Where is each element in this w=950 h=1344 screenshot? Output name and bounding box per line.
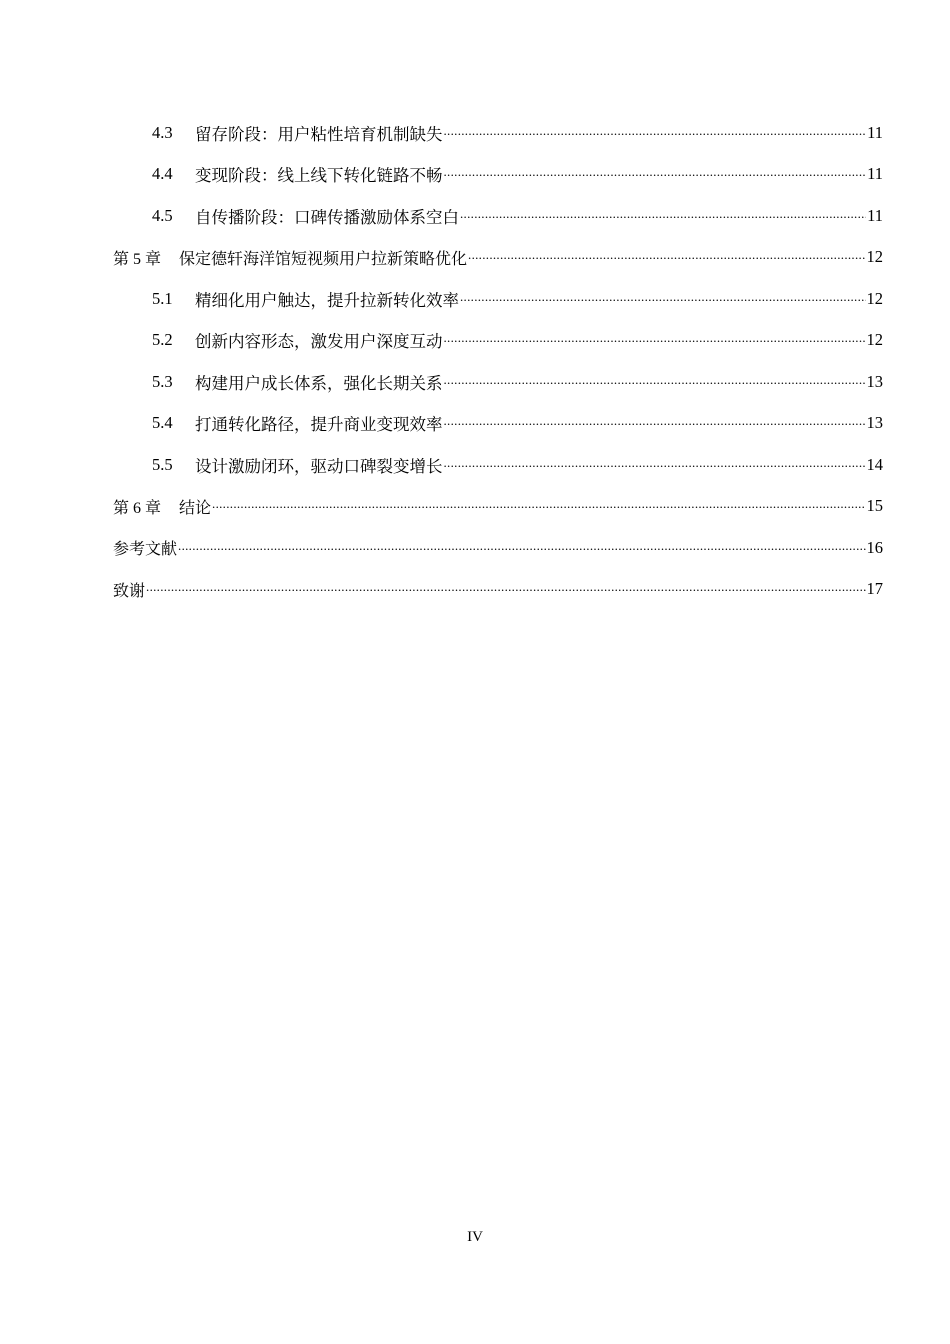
toc-entry-chapter-5[interactable]	[113, 237, 883, 279]
toc-entry-5-3[interactable]	[113, 361, 883, 403]
toc-entry-title: 创新内容形态，激发用户深度互动	[195, 332, 443, 352]
toc-dot-leader	[444, 168, 867, 185]
toc-entry-number: 5.3	[152, 371, 173, 391]
toc-entry-number: 第 6 章	[113, 499, 162, 517]
toc-entry-number: 5.5	[152, 454, 173, 474]
toc-entry-number: 5.4	[152, 413, 173, 433]
toc-entry-title: 构建用户成长体系，强化长期关系	[195, 373, 443, 393]
toc-entry-page: 17	[866, 579, 883, 599]
toc-entry-title: 自传播阶段：口碑传播激励体系空白	[195, 207, 459, 227]
page-number-footer: IV	[467, 1229, 483, 1245]
toc-entry-number: 4.5	[152, 205, 173, 225]
toc-entry-title: 保定德轩海洋馆短视频用户拉新策略优化	[179, 248, 468, 268]
toc-entry-page: 11	[867, 164, 883, 184]
toc-entry-number: 5.2	[152, 330, 173, 350]
toc-entry-title: 设计激励闭环，驱动口碑裂变增长	[195, 456, 443, 476]
toc-entry-number: 5.1	[152, 288, 173, 308]
toc-entry-title: 参考文献	[113, 539, 178, 559]
toc-dot-leader	[212, 500, 865, 516]
toc-entry-4-5[interactable]	[113, 195, 883, 237]
toc-entry-4-3[interactable]	[113, 112, 883, 154]
toc-entry-references[interactable]	[113, 527, 883, 569]
toc-entry-title: 变现阶段：线上线下转化链路不畅	[195, 166, 443, 186]
toc-entry-page: 11	[867, 122, 883, 142]
toc-entry-5-4[interactable]	[113, 403, 883, 445]
toc-entry-number: 第 5 章	[113, 250, 162, 268]
toc-entry-chapter-6[interactable]	[113, 486, 883, 528]
table-of-contents	[113, 112, 883, 610]
toc-entry-page: 13	[866, 413, 883, 433]
toc-entry-5-2[interactable]	[113, 320, 883, 362]
toc-entry-page: 12	[866, 288, 883, 308]
toc-entry-page: 12	[866, 330, 883, 350]
toc-entry-title: 致谢	[113, 580, 146, 600]
toc-entry-acknowledgements[interactable]	[113, 569, 883, 611]
toc-entry-page: 14	[866, 454, 883, 474]
toc-entry-5-5[interactable]	[113, 444, 883, 486]
toc-dot-leader	[444, 459, 866, 476]
toc-entry-4-4[interactable]	[113, 154, 883, 196]
toc-dot-leader	[444, 334, 866, 351]
toc-entry-page: 16	[866, 537, 883, 557]
toc-dot-leader	[146, 583, 865, 599]
toc-dot-leader	[444, 127, 867, 144]
toc-entry-page: 11	[867, 205, 883, 225]
toc-entry-number: 4.3	[152, 122, 173, 142]
toc-entry-page: 13	[866, 371, 883, 391]
toc-dot-leader	[178, 542, 865, 558]
toc-entry-title: 留存阶段：用户粘性培育机制缺失	[195, 124, 443, 144]
toc-entry-page: 15	[866, 496, 883, 516]
toc-entry-5-1[interactable]	[113, 278, 883, 320]
toc-dot-leader	[460, 210, 866, 227]
toc-dot-leader	[468, 251, 865, 267]
toc-entry-number: 4.4	[152, 164, 173, 184]
toc-entry-title: 结论	[179, 497, 212, 517]
toc-entry-page: 12	[866, 247, 883, 267]
toc-dot-leader	[444, 417, 866, 434]
toc-entry-title: 打通转化路径，提升商业变现效率	[195, 415, 443, 435]
toc-dot-leader	[444, 376, 866, 393]
toc-entry-title: 精细化用户触达，提升拉新转化效率	[195, 290, 459, 310]
toc-dot-leader	[460, 293, 866, 310]
